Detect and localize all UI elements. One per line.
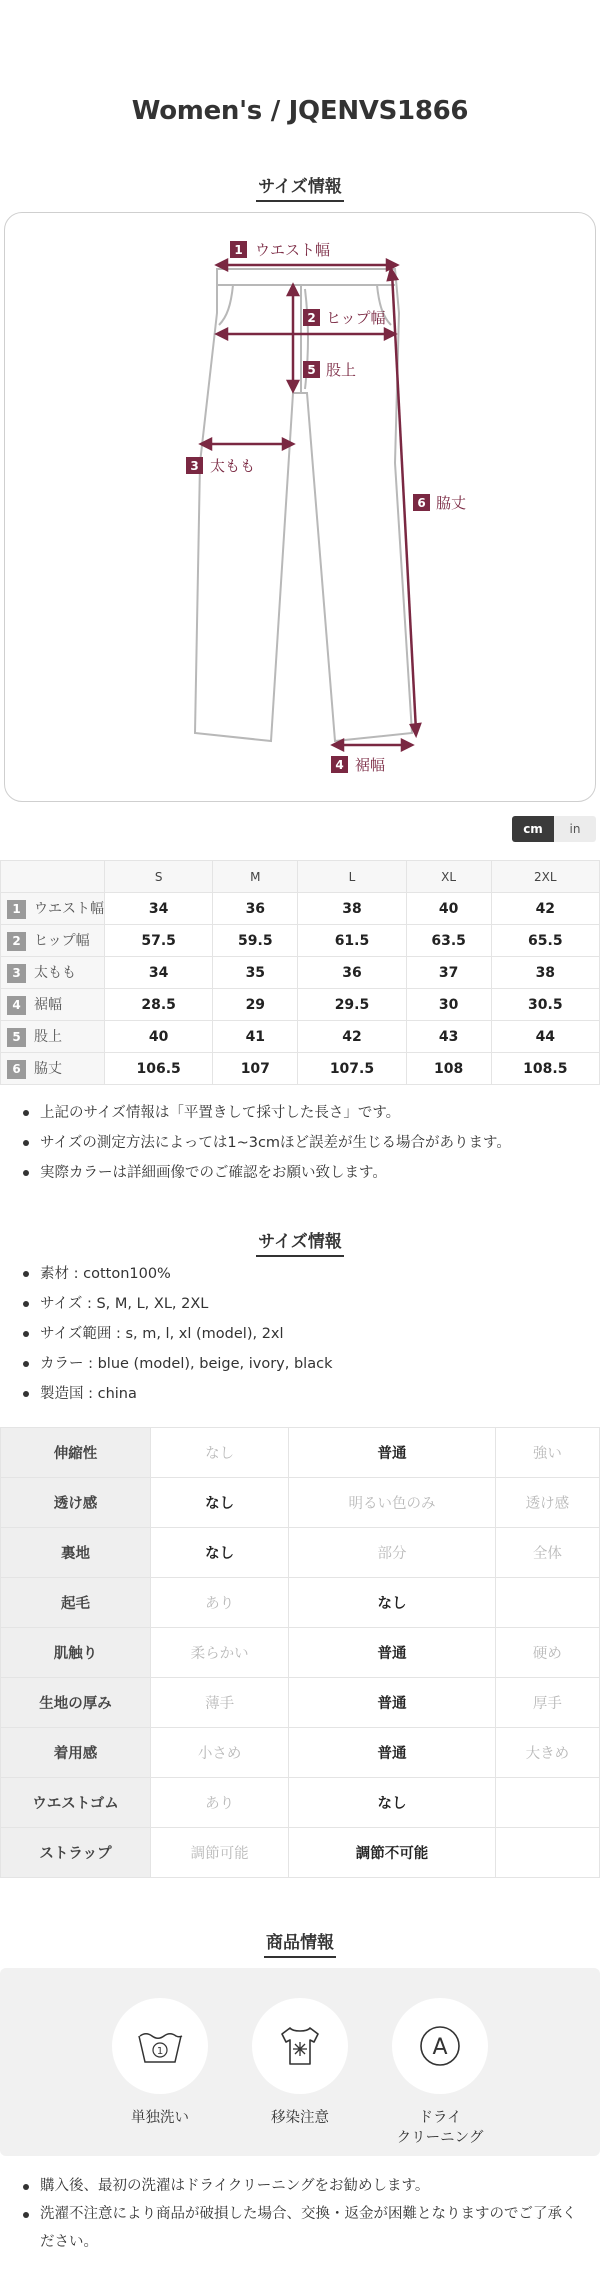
diagram-num-1: 1 [234, 243, 243, 257]
row-label: 3 太もも [1, 957, 105, 989]
diagram-label-hem: 裾幅 [355, 756, 386, 774]
size-header-2xl: 2XL [491, 861, 599, 893]
list-item: 素材 : cotton100% [20, 1259, 590, 1289]
row-label: 4 裾幅 [1, 989, 105, 1021]
diagram-label-thigh: 太もも [210, 457, 256, 475]
property-option: 普通 [289, 1678, 495, 1728]
diagram-label-rise: 股上 [326, 361, 357, 379]
diagram-label-length: 脇丈 [436, 494, 467, 512]
list-item: 上記のサイズ情報は「平置きして採寸した長さ」です。 [20, 1098, 590, 1128]
property-option: 小さめ [151, 1728, 289, 1778]
list-item: 洗濯不注意により商品が破損した場合、交換・返金が困難となりますのでご了承ください。 [20, 2200, 580, 2256]
table-row [1, 1678, 600, 1728]
size-cell: 107 [213, 1053, 298, 1085]
diagram-label-hip: ヒップ幅 [326, 309, 386, 327]
row-label: 2 ヒップ幅 [1, 925, 105, 957]
table-row [1, 1053, 600, 1085]
property-option: 全体 [495, 1528, 599, 1578]
property-option [495, 1828, 599, 1878]
page-title: Women's / JQENVS1866 [131, 96, 469, 126]
size-cell: 43 [406, 1021, 491, 1053]
size-table [0, 860, 600, 1085]
care-section-heading: 商品情報 [0, 1928, 600, 1958]
size-cell: 34 [105, 957, 213, 989]
product-section-heading: サイズ情報 [0, 1227, 600, 1257]
size-cell: 65.5 [491, 925, 599, 957]
size-cell: 107.5 [298, 1053, 406, 1085]
size-diagram [4, 212, 596, 802]
size-cell: 108.5 [491, 1053, 599, 1085]
row-label: 6 脇丈 [1, 1053, 105, 1085]
property-label: 肌触り [1, 1628, 151, 1678]
row-label: 1 ウエスト幅 [1, 893, 105, 925]
property-option: あり [151, 1778, 289, 1828]
care-label: ドライ クリーニング [396, 2110, 484, 2146]
table-row [1, 1628, 600, 1678]
table-row [1, 1528, 600, 1578]
size-notes-list [20, 1098, 590, 1188]
table-row [1, 1021, 600, 1053]
row-label: 5 股上 [1, 1021, 105, 1053]
size-cell: 44 [491, 1021, 599, 1053]
diagram-num-6: 6 [417, 496, 426, 510]
property-label: 着用感 [1, 1728, 151, 1778]
property-label: 起毛 [1, 1578, 151, 1628]
diagram-num-4: 4 [335, 758, 344, 772]
svg-text:A: A [432, 2035, 448, 2060]
table-row [1, 1778, 600, 1828]
list-item: カラー : blue (model), beige, ivory, black [20, 1349, 590, 1379]
size-cell: 30 [406, 989, 491, 1021]
dry-clean-icon [392, 1998, 488, 2094]
size-cell: 28.5 [105, 989, 213, 1021]
table-row [1, 989, 600, 1021]
diagram-label-waist: ウエスト幅 [255, 241, 331, 259]
size-cell: 40 [105, 1021, 213, 1053]
diagram-num-5: 5 [307, 363, 316, 377]
property-label: 伸縮性 [1, 1428, 151, 1478]
size-cell: 36 [213, 893, 298, 925]
size-cell: 108 [406, 1053, 491, 1085]
table-row [1, 893, 600, 925]
property-option: 調節可能 [151, 1828, 289, 1878]
svg-text:1: 1 [156, 2046, 164, 2057]
property-option [495, 1578, 599, 1628]
size-cell: 42 [491, 893, 599, 925]
unit-cm-button[interactable]: cm [512, 816, 554, 842]
list-item: 購入後、最初の洗濯はドライクリーニングをお勧めします。 [20, 2172, 580, 2200]
size-cell: 106.5 [105, 1053, 213, 1085]
property-option: 普通 [289, 1728, 495, 1778]
diagram-num-2: 2 [307, 311, 316, 325]
property-option: 普通 [289, 1628, 495, 1678]
measurement-lines [201, 260, 420, 750]
table-row [1, 1728, 600, 1778]
property-option: なし [151, 1428, 289, 1478]
property-option: あり [151, 1578, 289, 1628]
care-item-wash [100, 1998, 220, 2128]
size-header-m: M [213, 861, 298, 893]
property-option: 調節不可能 [289, 1828, 495, 1878]
size-cell: 36 [298, 957, 406, 989]
list-item: 実際カラーは詳細画像でのご確認をお願い致します。 [20, 1158, 590, 1188]
size-cell: 35 [213, 957, 298, 989]
property-option: 厚手 [495, 1678, 599, 1728]
product-specs-list [20, 1259, 590, 1409]
care-instructions-panel [0, 1968, 600, 2156]
size-cell: 29.5 [298, 989, 406, 1021]
property-option: 普通 [289, 1428, 495, 1478]
size-cell: 61.5 [298, 925, 406, 957]
fabric-properties-table [0, 1427, 600, 1878]
property-label: 裏地 [1, 1528, 151, 1578]
property-option: 強い [495, 1428, 599, 1478]
size-header-l: L [298, 861, 406, 893]
color-transfer-icon [252, 1998, 348, 2094]
size-cell: 42 [298, 1021, 406, 1053]
property-option: 大きめ [495, 1728, 599, 1778]
size-cell: 37 [406, 957, 491, 989]
diagram-num-3: 3 [190, 459, 199, 473]
size-cell: 63.5 [406, 925, 491, 957]
care-item-dryclean [380, 1998, 500, 2148]
size-header-s: S [105, 861, 213, 893]
unit-toggle [512, 816, 596, 842]
property-option [495, 1778, 599, 1828]
size-cell: 30.5 [491, 989, 599, 1021]
property-option: 薄手 [151, 1678, 289, 1728]
property-option: 透け感 [495, 1478, 599, 1528]
property-option: 部分 [289, 1528, 495, 1578]
property-option: 硬め [495, 1628, 599, 1678]
property-label: ストラップ [1, 1828, 151, 1878]
wash-separately-icon [112, 1998, 208, 2094]
care-label: 単独洗い [131, 2110, 189, 2126]
property-option: なし [151, 1528, 289, 1578]
size-table-corner [1, 861, 105, 893]
table-row [1, 1828, 600, 1878]
size-cell: 40 [406, 893, 491, 925]
size-cell: 41 [213, 1021, 298, 1053]
table-row [1, 925, 600, 957]
care-label: 移染注意 [271, 2110, 329, 2126]
list-item: サイズ : S, M, L, XL, 2XL [20, 1289, 590, 1319]
property-option: なし [289, 1778, 495, 1828]
size-cell: 38 [491, 957, 599, 989]
property-option: 明るい色のみ [289, 1478, 495, 1528]
size-header-xl: XL [406, 861, 491, 893]
unit-in-button[interactable]: in [554, 816, 596, 842]
size-cell: 57.5 [105, 925, 213, 957]
property-option: なし [289, 1578, 495, 1628]
table-row [1, 1578, 600, 1628]
list-item: サイズ範囲 : s, m, l, xl (model), 2xl [20, 1319, 590, 1349]
property-option: 柔らかい [151, 1628, 289, 1678]
size-cell: 29 [213, 989, 298, 1021]
list-item: 製造国 : china [20, 1379, 590, 1409]
pants-diagram-svg [5, 213, 597, 803]
list-item: サイズの測定方法によっては1~3cmほど誤差が生じる場合があります。 [20, 1128, 590, 1158]
size-cell: 59.5 [213, 925, 298, 957]
table-row [1, 1428, 600, 1478]
size-cell: 38 [298, 893, 406, 925]
property-option: なし [151, 1478, 289, 1528]
diagram-labels [186, 241, 466, 774]
property-label: 透け感 [1, 1478, 151, 1528]
size-table-header-row [1, 861, 600, 893]
care-notes-list [20, 2172, 580, 2256]
size-section-heading: サイズ情報 [0, 172, 600, 202]
size-cell: 34 [105, 893, 213, 925]
table-row [1, 1478, 600, 1528]
care-item-color [240, 1998, 360, 2128]
property-label: 生地の厚み [1, 1678, 151, 1728]
property-label: ウエストゴム [1, 1778, 151, 1828]
table-row [1, 957, 600, 989]
